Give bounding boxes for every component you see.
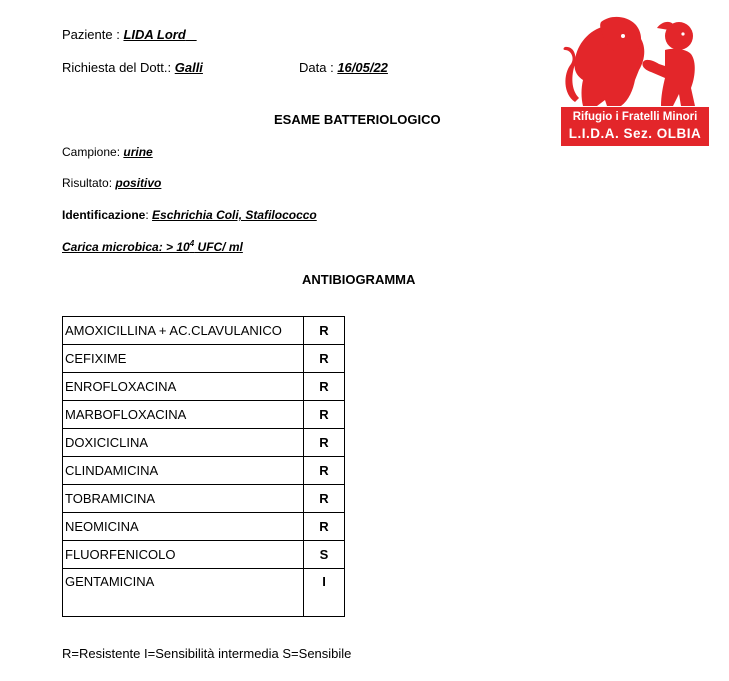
drug-name: ENROFLOXACINA xyxy=(63,373,304,401)
logo-line-2: L.I.D.A. Sez. OLBIA xyxy=(568,126,702,141)
table-row xyxy=(63,373,345,401)
lida-logo xyxy=(561,14,709,146)
antibiogram-title: ANTIBIOGRAMMA xyxy=(302,272,416,287)
exam-title: ESAME BATTERIOLOGICO xyxy=(274,112,441,127)
campione-label: Campione: xyxy=(62,145,121,159)
drug-name: GENTAMICINA xyxy=(63,569,304,617)
risultato-value: positivo xyxy=(115,176,162,190)
identificazione-label: Identificazione xyxy=(62,208,146,222)
drug-name: AMOXICILLINA + AC.CLAVULANICO xyxy=(63,317,304,345)
risultato-line xyxy=(62,176,161,190)
drug-name: CLINDAMICINA xyxy=(63,457,304,485)
table-row xyxy=(63,485,345,513)
drug-result: R xyxy=(304,429,345,457)
patient-line xyxy=(62,27,197,42)
identificazione-value: Eschrichia Coli, Stafilococco xyxy=(152,208,317,222)
table-row xyxy=(63,401,345,429)
drug-name: FLUORFENICOLO xyxy=(63,541,304,569)
carica-line xyxy=(62,239,243,254)
lion-and-child-icon xyxy=(561,14,709,114)
identificazione-line xyxy=(62,208,317,222)
drug-name: CEFIXIME xyxy=(63,345,304,373)
doctor-line xyxy=(62,60,203,75)
identificazione-sep: : xyxy=(145,208,149,222)
campione-value: urine xyxy=(123,145,153,159)
legend: R=Resistente I=Sensibilità intermedia S=Sensibile xyxy=(62,646,352,661)
doctor-value: Galli xyxy=(174,60,203,75)
doctor-label: Richiesta del Dott.: xyxy=(62,60,172,75)
logo-line-1: Rifugio i Fratelli Minori xyxy=(572,111,698,123)
date-value: 16/05/22 xyxy=(337,60,388,75)
table-row xyxy=(63,569,345,617)
drug-result: I xyxy=(304,569,345,617)
patient-label: Paziente : xyxy=(62,27,120,42)
campione-line xyxy=(62,145,153,159)
patient-value: LIDA Lord xyxy=(123,27,186,42)
antibiogram-table xyxy=(62,316,345,617)
drug-name: DOXICICLINA xyxy=(63,429,304,457)
table-row xyxy=(63,513,345,541)
drug-result: R xyxy=(304,513,345,541)
drug-result: R xyxy=(304,485,345,513)
drug-result: R xyxy=(304,317,345,345)
table-row xyxy=(63,541,345,569)
risultato-label: Risultato: xyxy=(62,176,113,190)
logo-banner xyxy=(561,107,709,146)
drug-result: R xyxy=(304,457,345,485)
drug-result: R xyxy=(304,401,345,429)
drug-name: NEOMICINA xyxy=(63,513,304,541)
drug-result: R xyxy=(304,373,345,401)
date-label: Data : xyxy=(299,60,334,75)
table-row xyxy=(63,345,345,373)
table-row xyxy=(63,429,345,457)
drug-name: TOBRAMICINA xyxy=(63,485,304,513)
drug-result: S xyxy=(304,541,345,569)
table-row xyxy=(63,317,345,345)
drug-result: R xyxy=(304,345,345,373)
carica-text: Carica microbica: > 10 xyxy=(62,240,190,254)
carica-unit: UFC/ ml xyxy=(194,240,243,254)
date-line xyxy=(299,60,388,75)
drug-name: MARBOFLOXACINA xyxy=(63,401,304,429)
carica-exponent: 4 xyxy=(189,239,195,248)
table-row xyxy=(63,457,345,485)
